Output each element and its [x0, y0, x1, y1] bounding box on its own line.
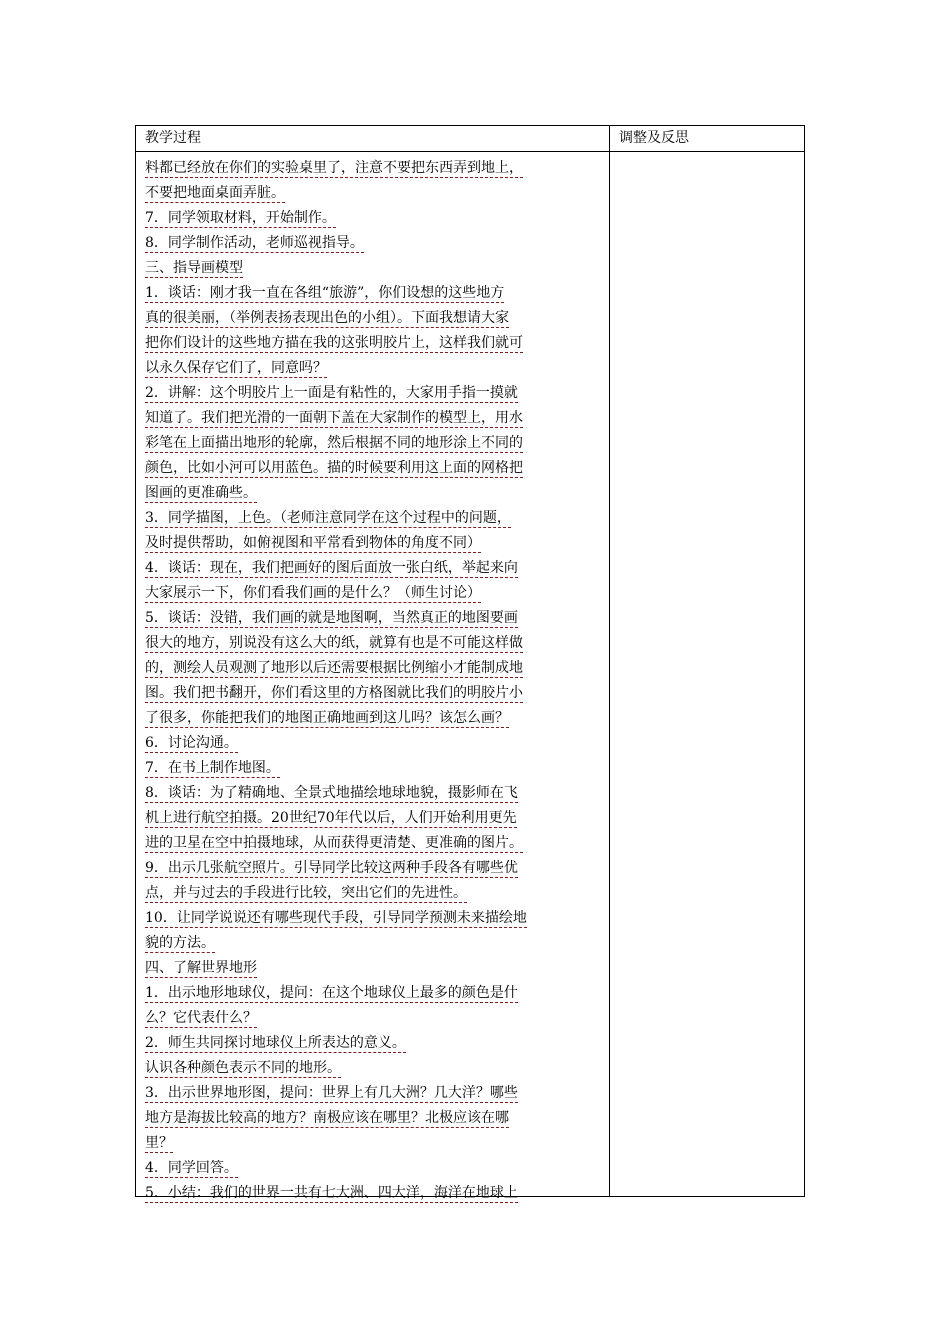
text-line-content: 彩笔在上面描出地形的轮廓，然后根据不同的地形涂上不同的: [145, 435, 523, 451]
text-line: [145, 281, 603, 306]
text-line: [145, 931, 603, 956]
text-line-content: 2．师生共同探讨地球仪上所表达的意义。: [145, 1035, 406, 1051]
text-line: [145, 856, 603, 881]
text-line: [145, 1156, 603, 1181]
text-line: [145, 1131, 603, 1156]
text-line-content: 机上进行航空拍摄。20世纪70年代以后，人们开始利用更先: [145, 810, 517, 826]
text-line-content: 不要把地面桌面弄脏。: [145, 185, 285, 201]
text-line-content: 颜色，比如小河可以用蓝色。描的时候要利用这上面的网格把: [145, 460, 523, 476]
teaching-process-content: [145, 156, 603, 1206]
text-line: [145, 481, 603, 506]
text-line-content: 里？: [145, 1135, 173, 1151]
text-line: [145, 456, 603, 481]
text-line: [145, 756, 603, 781]
text-line-content: 2．讲解：这个明胶片上一面是有粘性的，大家用手指一摸就: [145, 385, 518, 401]
text-line-content: 把你们设计的这些地方描在我的这张明胶片上，这样我们就可: [145, 335, 523, 351]
text-line-content: 知道了。我们把光滑的一面朝下盖在大家制作的模型上，用水: [145, 410, 523, 426]
text-line-content: 7．同学领取材料，开始制作。: [145, 210, 336, 226]
text-line-content: 8．谈话：为了精确地、全景式地描绘地球地貌，摄影师在飞: [145, 785, 518, 801]
text-line-content: 三、指导画模型: [145, 260, 243, 276]
lesson-table: [135, 125, 805, 1201]
text-line-content: 4．同学回答。: [145, 1160, 238, 1176]
text-line: [145, 156, 603, 181]
text-line-content: 5．谈话：没错，我们画的就是地图啊，当然真正的地图要画: [145, 610, 518, 626]
text-line: [145, 731, 603, 756]
text-line: [145, 1031, 603, 1056]
text-line-content: 以永久保存它们了，同意吗？: [145, 360, 327, 376]
text-line-content: 3．同学描图，上色。（老师注意同学在这个过程中的问题，: [145, 510, 511, 526]
text-line: [145, 906, 603, 931]
text-line: [145, 506, 603, 531]
text-line: [145, 206, 603, 231]
text-line-content: 四、了解世界地形: [145, 960, 257, 976]
text-line: [145, 631, 603, 656]
text-line: [145, 556, 603, 581]
text-line-content: 很大的地方，别说没有这么大的纸，就算有也是不可能这样做: [145, 635, 523, 651]
text-line-content: 6．讨论沟通。: [145, 735, 238, 751]
text-line-content: 7．在书上制作地图。: [145, 760, 280, 776]
text-line: [145, 656, 603, 681]
text-line-content: 10．让同学说说还有哪些现代手段，引导同学预测未来描绘地: [145, 910, 527, 926]
text-line-content: 图画的更准确些。: [145, 485, 257, 501]
text-line: [145, 1181, 603, 1206]
text-line: [145, 256, 603, 281]
text-line-content: 图。我们把书翻开，你们看这里的方格图就比我们的明胶片小: [145, 685, 523, 701]
text-line-content: 的，测绘人员观测了地形以后还需要根据比例缩小才能制成地: [145, 660, 523, 676]
text-line: [145, 706, 603, 731]
text-line-content: 料都已经放在你们的实验桌里了，注意不要把东西弄到地上，: [145, 160, 523, 176]
header-adjustment-reflection: 调整及反思: [619, 130, 689, 146]
text-line: [145, 1081, 603, 1106]
text-line: [145, 581, 603, 606]
table-header-row: [136, 126, 804, 152]
text-line-content: 3．出示世界地形图，提问：世界上有几大洲？几大洋？哪些: [145, 1085, 518, 1101]
text-line-content: 9．出示几张航空照片。引导同学比较这两种手段各有哪些优: [145, 860, 518, 876]
text-line-content: 大家展示一下，你们看我们画的是什么？（师生讨论）: [145, 585, 481, 601]
text-line: [145, 1106, 603, 1131]
text-line-content: 么？它代表什么？: [145, 1010, 257, 1026]
text-line: [145, 331, 603, 356]
text-line-content: 1．谈话：刚才我一直在各组“旅游”，你们设想的这些地方: [145, 285, 505, 301]
text-line: [145, 831, 603, 856]
text-line: [145, 956, 603, 981]
text-line-content: 了很多，你能把我们的地图正确地画到这儿吗？该怎么画？: [145, 710, 509, 726]
text-line: [145, 681, 603, 706]
text-line-content: 8．同学制作活动，老师巡视指导。: [145, 235, 364, 251]
text-line-content: 地方是海拔比较高的地方？南极应该在哪里？北极应该在哪: [145, 1110, 509, 1126]
text-line-content: 认识各种颜色表示不同的地形。: [145, 1060, 341, 1076]
text-line: [145, 881, 603, 906]
text-line: [145, 431, 603, 456]
column-divider: [609, 126, 610, 1196]
header-teaching-process: 教学过程: [145, 130, 201, 146]
text-line: [145, 231, 603, 256]
text-line: [145, 1006, 603, 1031]
text-line: [145, 406, 603, 431]
text-line-content: 5．小结：我们的世界一共有七大洲、四大洋，海洋在地球上: [145, 1185, 518, 1201]
text-line: [145, 806, 603, 831]
text-line: [145, 181, 603, 206]
text-line: [145, 781, 603, 806]
text-line-content: 4．谈话：现在，我们把画好的图后面放一张白纸，举起来向: [145, 560, 518, 576]
text-line: [145, 381, 603, 406]
text-line: [145, 531, 603, 556]
text-line: [145, 1056, 603, 1081]
text-line: [145, 306, 603, 331]
text-line: [145, 356, 603, 381]
text-line: [145, 606, 603, 631]
text-line: [145, 981, 603, 1006]
text-line-content: 进的卫星在空中拍摄地球，从而获得更清楚、更准确的图片。: [145, 835, 523, 851]
text-line-content: 及时提供帮助，如俯视图和平常看到物体的角度不同）: [145, 535, 481, 551]
text-line-content: 1．出示地形地球仪，提问：在这个地球仪上最多的颜色是什: [145, 985, 518, 1001]
text-line-content: 点，并与过去的手段进行比较，突出它们的先进性。: [145, 885, 467, 901]
text-line-content: 貌的方法。: [145, 935, 215, 951]
text-line-content: 真的很美丽，（举例表扬表现出色的小组）。下面我想请大家: [145, 310, 509, 326]
